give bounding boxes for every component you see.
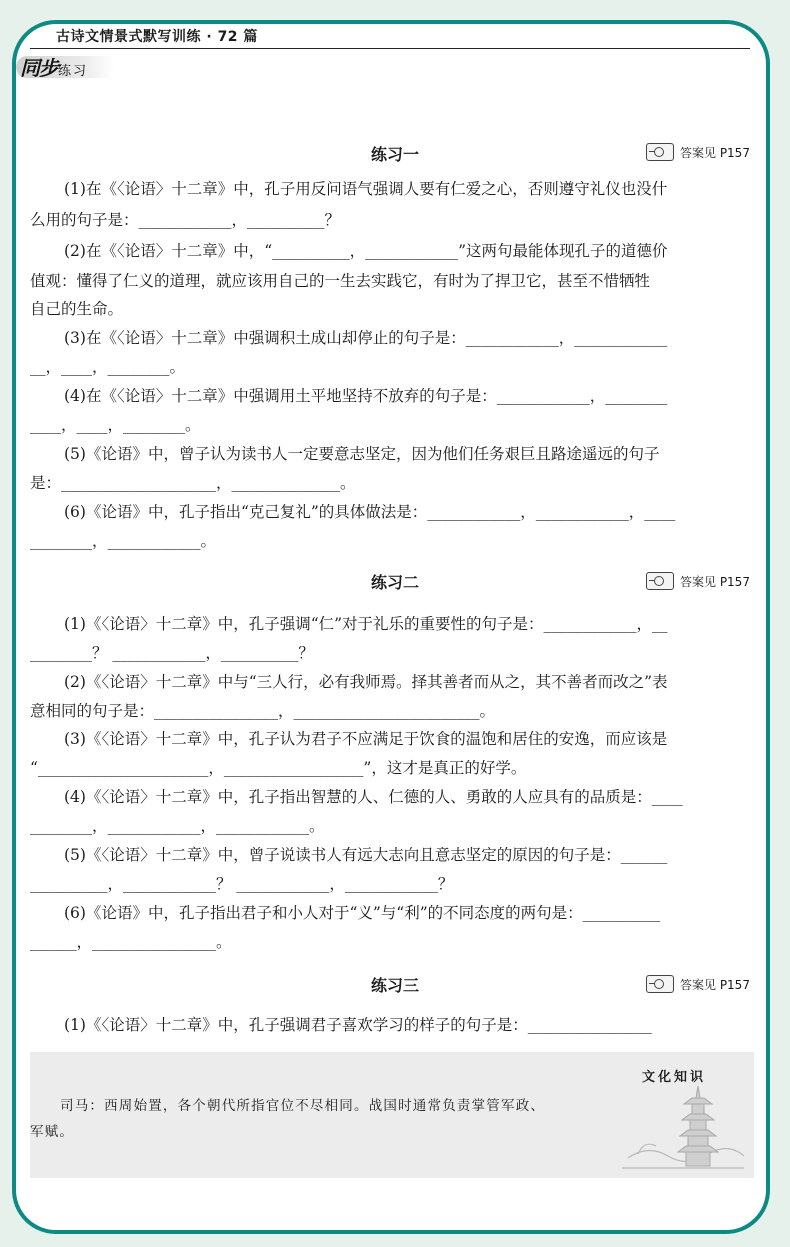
- q2-4-line-1: (4)《〈论语〉十二章》中，孔子指出智慧的人、仁德的人、勇敢的人应具有的品质是：____: [64, 788, 683, 806]
- q2-5-line-2: __________，____________？ ____________，____________？: [30, 875, 454, 893]
- pagoda-illustration-icon: [618, 1080, 748, 1176]
- culture-title: 文化知识: [642, 1070, 707, 1085]
- q1-3-line-1: (3)在《〈论语〉十二章》中强调积土成山却停止的句子是：____________，____________: [64, 329, 668, 347]
- q1-6-line-1: (6)《论语》中，孔子指出“克己复礼”的具体做法是：____________，____________，____: [64, 503, 676, 521]
- q1-2-line-1: (2)在《〈论语〉十二章》中，“__________，____________”这两句最能体现孔子的道德价: [64, 242, 668, 260]
- q2-1-line-2: ________？ ____________，__________？: [30, 644, 314, 662]
- answer-ref-icon: [646, 143, 674, 161]
- q2-3-line-2: “______________________，__________________”，这才是真正的好学。: [30, 759, 527, 777]
- q2-4-line-2: ________，____________，____________。: [30, 817, 325, 835]
- q2-2-line-2: 意相同的句子是：________________，________________________。: [30, 702, 496, 720]
- culture-text-line-1: 司马：西周始置，各个朝代所指官位不尽相同。战国时通常负责掌管军政、: [60, 1098, 546, 1114]
- header-title: 古诗文情景式默写训练 · 72 篇: [56, 29, 258, 45]
- q1-2-line-3: 自己的生命。: [30, 300, 124, 318]
- answer-ref-1: 答案见 P157: [646, 141, 750, 163]
- q1-1-line-1: (1)在《〈论语〉十二章》中，孔子用反问语气强调人要有仁爱之心，否则遵守礼仪也没什: [64, 180, 668, 198]
- q1-6-line-2: ________，____________。: [30, 532, 217, 550]
- section-badge: [16, 52, 116, 82]
- badge-main: 同步: [20, 56, 58, 80]
- q3-1-line-1: (1)《〈论语〉十二章》中，孔子强调君子喜欢学习的样子的句子是：________________: [64, 1016, 652, 1034]
- q1-5-line-2: 是：____________________，______________。: [30, 474, 356, 492]
- answer-ref-icon: [646, 975, 674, 993]
- q1-5-line-1: (5)《论语》中，曾子认为读书人一定要意志坚定，因为他们任务艰巨且路途遥远的句子: [64, 445, 660, 463]
- q1-1-line-2: 么用的句子是：____________，__________？: [30, 211, 341, 229]
- culture-knowledge-box: [30, 1052, 754, 1178]
- section-title-1: 练习一: [370, 145, 419, 164]
- q2-1-line-1: (1)《〈论语〉十二章》中，孔子强调“仁”对于礼乐的重要性的句子是：____________，__: [64, 615, 668, 633]
- q1-3-line-2: __，____，________。: [30, 358, 186, 376]
- q2-2-line-1: (2)《〈论语〉十二章》中与“三人行，必有我师焉。择其善者而从之，其不善者而改之”表: [64, 673, 668, 691]
- badge-sub: 练习: [58, 64, 89, 79]
- q2-3-line-1: (3)《〈论语〉十二章》中，孔子认为君子不应满足于饮食的温饱和居住的安逸，而应该是: [64, 730, 668, 748]
- answer-ref-icon: [646, 572, 674, 590]
- q2-5-line-1: (5)《〈论语〉十二章》中，曾子说读书人有远大志向且意志坚定的原因的句子是：______: [64, 846, 668, 864]
- answer-ref-3: 答案见 P157: [646, 973, 750, 995]
- section-title-2: 练习二: [370, 573, 419, 592]
- q2-6-line-2: ______，________________。: [30, 933, 232, 951]
- q1-4-line-2: ____，____，________。: [30, 416, 201, 434]
- culture-text-line-2: 军赋。: [30, 1124, 75, 1140]
- q2-6-line-1: (6)《论语》中，孔子指出君子和小人对于“义”与“利”的不同态度的两句是：__________: [64, 904, 661, 922]
- q1-2-line-2: 值观：懂得了仁义的道理，就应该用自己的一生去实践它，有时为了捍卫它，甚至不惜牺牲: [30, 272, 651, 290]
- q1-4-line-1: (4)在《〈论语〉十二章》中强调用土平地坚持不放弃的句子是：____________，________: [64, 387, 668, 405]
- section-title-3: 练习三: [370, 976, 419, 995]
- answer-ref-2: 答案见 P157: [646, 570, 750, 592]
- running-header: [30, 22, 750, 49]
